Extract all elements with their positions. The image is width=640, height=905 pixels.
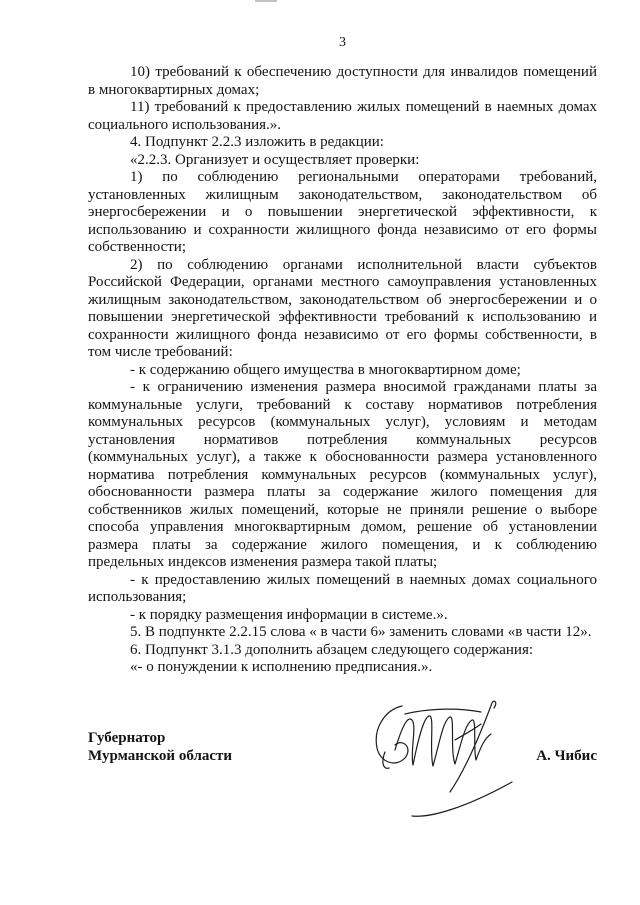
signature-stroke [412, 782, 512, 816]
signature-stroke [405, 709, 481, 714]
text-line: (коммунальных услуг), а также к обоснованности размера установленного [88, 449, 597, 465]
text-line: коммунальных ресурсов (коммунальных услуг), условиям и методам [88, 414, 597, 430]
text-line: том числе требований: [88, 344, 233, 360]
text-line: размера платы за содержание жилого помещения, и к соблюдению [88, 536, 597, 553]
text-line: 1) по соблюдению региональными операторами требований, [130, 169, 597, 185]
subpoint-item-1 [88, 169, 597, 257]
text-line: сохранности жилищного фонда независимо от его формы собственности, в [88, 326, 597, 343]
signatory-role-line2: Мурманской области [88, 748, 233, 764]
text-line: 5. В подпункте 2.2.15 слова « в части 6» заменить словами «в части 12». [130, 624, 592, 640]
text-line: установленных жилищным законодательством, законодательством об [88, 186, 597, 203]
text-line: норматива потребления коммунальных ресурсов (коммунальных услуг), [88, 466, 597, 483]
signatory-name: А. Чибис [536, 748, 597, 764]
text-line: использования; [88, 589, 187, 605]
signature-stroke [376, 706, 408, 763]
text-line: жилищным законодательством, законодательством об энергосбережении и о [88, 291, 597, 308]
requirement-item-common-property [88, 362, 597, 380]
scan-mark [255, 0, 277, 2]
text-line: в многоквартирных домах; [88, 81, 260, 98]
signature-stroke [455, 724, 481, 740]
list-item-10 [88, 64, 597, 99]
signature-stroke [450, 701, 496, 792]
text-line: «- о понуждении к исполнению предписания.». [130, 659, 433, 675]
text-line: - к содержанию общего имущества в многоквартирном доме; [130, 361, 521, 378]
text-line: Российской Федерации, органами местного самоуправления установленных [88, 274, 597, 290]
text-line: повышении энергетической эффективности требований к использованию и [88, 309, 597, 325]
page-number: 3 [339, 35, 346, 50]
handwritten-signature [355, 690, 525, 830]
text-line: - к предоставлению жилых помещений в наемных домах социального [130, 571, 597, 588]
document-body [88, 64, 597, 677]
text-line: установления нормативов потребления коммунальных ресурсов [88, 431, 597, 448]
text-line: 4. Подпункт 2.2.3 изложить в редакции: [130, 134, 384, 150]
text-line: коммунальные услуги, требований к составу нормативов потребления [88, 396, 597, 413]
subpoint-item-2 [88, 257, 597, 362]
added-paragraph [88, 659, 597, 677]
text-line: социального использования.». [88, 116, 282, 133]
amendment-point-6 [88, 642, 597, 660]
text-line: обоснованности размера платы за содержание жилого помещения для [88, 484, 597, 500]
text-line: энергосбережении и о повышении энергетической эффективности, к [88, 204, 597, 220]
text-line: 11) требований к предоставлению жилых помещений в наемных домах [130, 99, 597, 115]
text-line: 10) требований к обеспечению доступности для инвалидов помещений [130, 64, 597, 80]
text-line: собственности; [88, 239, 186, 255]
amendment-point-4 [88, 134, 597, 152]
list-item-11 [88, 99, 597, 134]
text-line: использованию и сохранности жилищного фонда независимо от его формы [88, 221, 597, 238]
text-line: способа управления многоквартирным домом, решение об установлении [88, 519, 597, 535]
text-line: собственников жилых помещений, которые не приняли решение о выборе [88, 501, 597, 518]
signatory-role-line1: Губернатор [88, 730, 166, 746]
text-line: предельных индексов изменения размера такой платы; [88, 554, 438, 570]
text-line: 2) по соблюдению органами исполнительной власти субъектов [130, 256, 597, 273]
requirement-item-utility-fees [88, 379, 597, 572]
requirement-item-information [88, 607, 597, 625]
text-line: - к порядку размещения информации в системе.». [130, 606, 448, 623]
requirement-item-rental-housing [88, 572, 597, 607]
text-line: «2.2.3. Организует и осуществляет проверки: [130, 151, 420, 168]
amendment-point-5 [88, 624, 597, 642]
subpoint-2-2-3-heading [88, 152, 597, 170]
text-line: 6. Подпункт 3.1.3 дополнить абзацем следующего содержания: [130, 641, 534, 658]
text-line: - к ограничению изменения размера вносимой гражданами платы за [130, 379, 597, 395]
